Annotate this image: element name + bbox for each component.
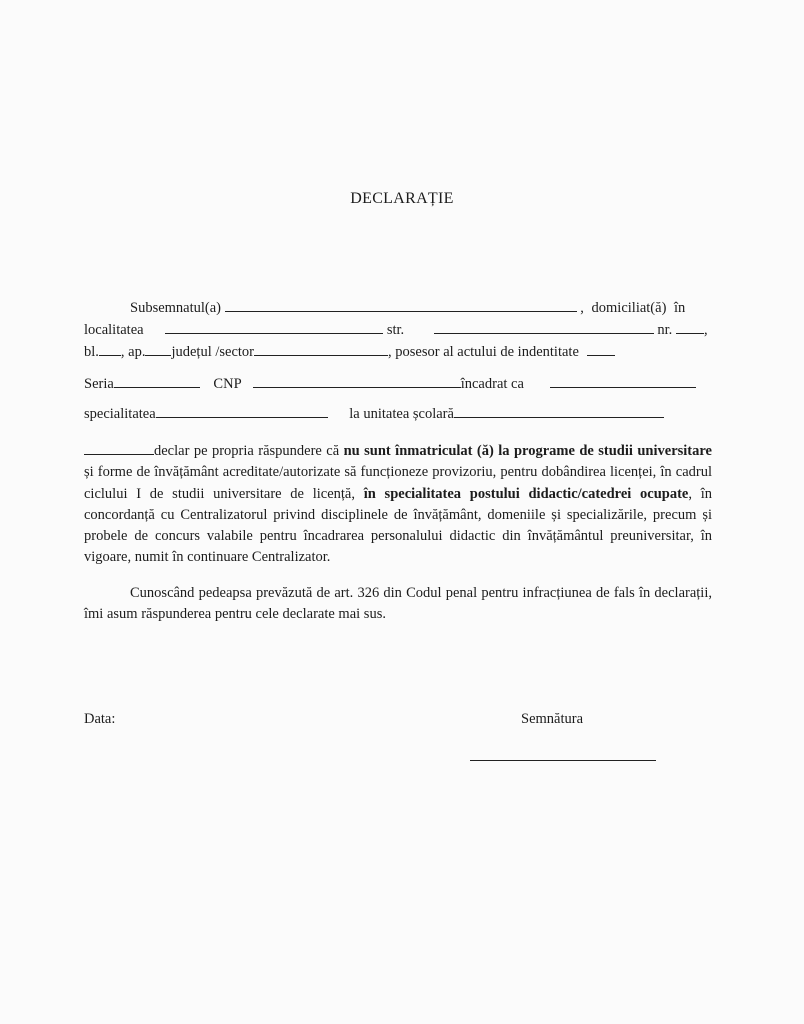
localitatea-label: localitatea <box>84 322 144 338</box>
penalty-paragraph: Cunoscând pedeapsa prevăzută de art. 326 din Codul penal pentru infracțiunea de fals în declarații, îmi asum răspunderea pentru cele declarate mai sus. <box>84 585 712 623</box>
bl-label: bl. <box>84 344 99 360</box>
cnp-field[interactable] <box>253 374 461 388</box>
p1-bold-1: nu sunt înmatriculat (ă) la programe de studii universitare <box>343 443 712 459</box>
p1-text-d: , în concordanță cu Centralizatorul privind disciplinele de învățământ, domeniile și specializările, precum și probele de concurs valabile pentru încadrarea personalului didactic din învățământul preuniversitar, în vigoare, numit în continuare Centralizator. <box>84 485 713 566</box>
declaration-paragraph <box>84 441 712 569</box>
bl-field[interactable] <box>99 342 121 356</box>
form-line-3 <box>84 342 615 361</box>
nr-field[interactable] <box>676 320 704 334</box>
p1-bold-2: în specialitatea postului didactic/catedrei ocupate <box>363 485 689 502</box>
form-line-2 <box>84 320 712 339</box>
p1-text-c: și forme de învățământ acreditate/autorizate să funcționeze provizoriu, pentru dobândirea licenței, în cadrul ciclului I de studii universitare de licență, <box>84 464 712 502</box>
p1-text-a: declar pe propria răspundere că <box>154 443 344 459</box>
seria-label: Seria <box>84 376 114 392</box>
document-title: DECLARAȚIE <box>350 190 454 207</box>
date-label: Data: <box>84 711 116 727</box>
ap-label: , ap. <box>120 344 146 360</box>
name-field[interactable] <box>225 298 577 312</box>
ap-field[interactable] <box>145 342 171 356</box>
localitatea-field[interactable] <box>165 320 383 334</box>
unitatea-field[interactable] <box>454 404 664 418</box>
signature-line[interactable] <box>470 760 656 761</box>
street-field[interactable] <box>434 320 654 334</box>
subsemnatul-label: Subsemnatul(a) <box>130 300 222 316</box>
str-label: str. <box>386 322 405 338</box>
unitatea-label: la unitatea școlară <box>349 406 454 422</box>
judet-label: județul /sector <box>171 344 255 360</box>
incadrat-label: încadrat ca <box>460 376 524 392</box>
nr-label: nr. <box>657 322 673 338</box>
form-line-5 <box>84 404 664 423</box>
signature-label: Semnătura <box>521 711 584 727</box>
posesor-label: , posesor al actului de indentitate <box>388 344 579 360</box>
form-line-1 <box>130 298 685 317</box>
declarant-field[interactable] <box>84 441 154 455</box>
incadrat-field[interactable] <box>550 374 696 388</box>
domiciliat-label: , domiciliat(ă) în <box>580 300 686 316</box>
seria-field[interactable] <box>114 374 200 388</box>
form-line-4 <box>84 374 696 393</box>
cnp-label: CNP <box>213 376 242 392</box>
specialitatea-field[interactable] <box>156 404 328 418</box>
judet-field[interactable] <box>254 342 388 356</box>
comma-glyph: , <box>703 322 708 338</box>
specialitatea-label: specialitatea <box>84 406 156 422</box>
act-identitate-field[interactable] <box>587 342 615 356</box>
